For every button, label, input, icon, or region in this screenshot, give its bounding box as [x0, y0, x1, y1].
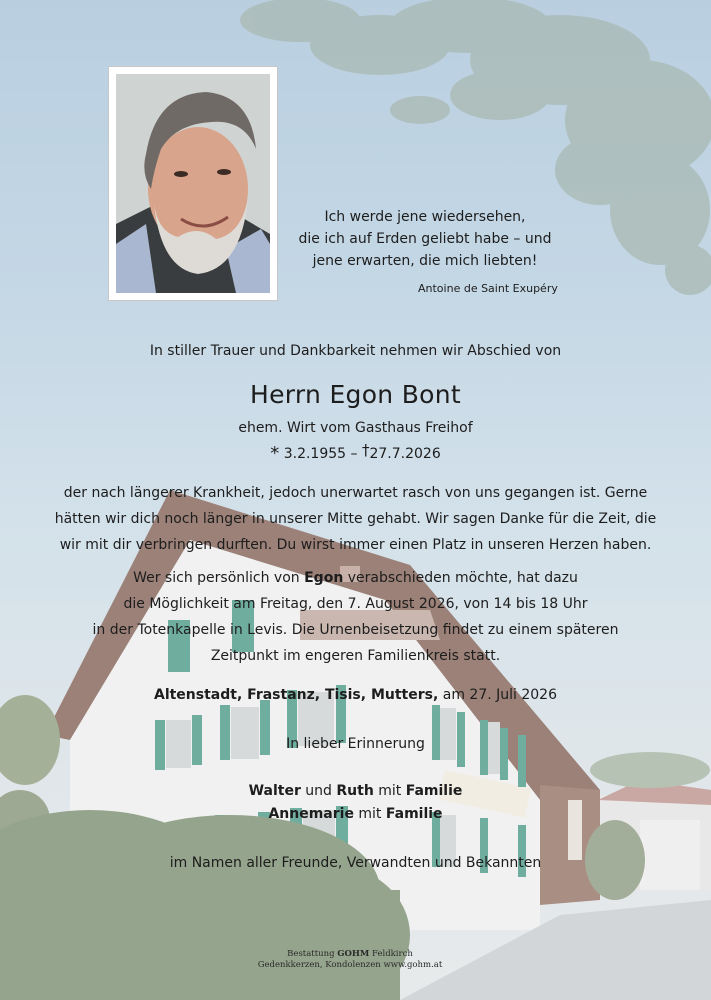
- paragraph-farewell: [0, 565, 711, 669]
- paragraph-line: die Möglichkeit am Freitag, den 7. August 2026, von 14 bis 18 Uhr: [123, 596, 588, 612]
- paragraph-condolence: [0, 480, 711, 558]
- paragraph-line: wir mit dir verbringen durften. Du wirst immer einen Platz in unseren Herzen haben.: [59, 537, 652, 553]
- family-word: Familie: [405, 783, 463, 799]
- text-segment: Feldkirch: [369, 949, 413, 959]
- date: am 27. Juli 2026: [438, 687, 557, 703]
- paragraph-line: in der Totenkapelle in Levis. Die Urnenbeisetzung findet zu einem späteren: [92, 622, 619, 638]
- footer-funeral-home: [250, 949, 450, 960]
- name-highlight: Egon: [304, 570, 344, 586]
- quote-line: jene erwarten, die mich liebten!: [312, 253, 538, 269]
- portrait-photo: [116, 74, 270, 293]
- places: Altenstadt, Frastanz, Tisis, Mutters,: [153, 687, 439, 703]
- text-segment: Wer sich persönlich von: [133, 570, 305, 586]
- family-line: [0, 806, 711, 822]
- paragraph-line: Zeitpunkt im engeren Familienkreis statt.: [210, 648, 501, 664]
- family-line: [0, 783, 711, 799]
- family-name: Walter: [248, 783, 301, 799]
- family-name: Annemarie: [268, 806, 354, 822]
- quote-author: Antoine de Saint Exupéry: [418, 282, 558, 295]
- birth-symbol: *: [270, 443, 280, 464]
- paragraph-line: [0, 565, 711, 591]
- text-segment: und: [300, 783, 337, 799]
- text-segment: verabschieden möchte, hat dazu: [343, 570, 578, 586]
- death-date: 27.7.2026: [369, 446, 441, 462]
- text-segment: Bestattung: [287, 949, 338, 959]
- footer-website: Gedenkkerzen, Kondolenzen www.gohm.at: [257, 960, 443, 970]
- friends-line: im Namen aller Freunde, Verwandten und Bekannten: [169, 855, 542, 871]
- death-symbol: †: [361, 441, 370, 459]
- quote-line: Ich werde jene wiedersehen,: [324, 209, 526, 225]
- paragraph-line: hätten wir dich noch länger in unserer Mitte gehabt. Wir sagen Danke für die Zeit, die: [54, 511, 657, 527]
- portrait-frame: [108, 66, 278, 301]
- family-word: Familie: [385, 806, 443, 822]
- deceased-role: ehem. Wirt vom Gasthaus Freihof: [238, 420, 473, 436]
- brand-name: GOHM: [337, 949, 370, 959]
- birth-date: 3.2.1955 –: [283, 446, 358, 462]
- life-dates: [0, 441, 711, 464]
- family-name: Ruth: [336, 783, 374, 799]
- deceased-name: Herrn Egon Bont: [250, 380, 461, 409]
- quote-block: [255, 206, 595, 272]
- paragraph-line: der nach längerer Krankheit, jedoch unerwartet rasch von uns gegangen ist. Gerne: [63, 485, 648, 501]
- intro-text: In stiller Trauer und Dankbarkeit nehmen wir Abschied von: [149, 343, 562, 359]
- text-segment: mit: [353, 806, 386, 822]
- text-segment: mit: [373, 783, 406, 799]
- quote-line: die ich auf Erden geliebt habe – und: [298, 231, 552, 247]
- place-date: [0, 687, 711, 703]
- remembrance: In lieber Erinnerung: [286, 736, 425, 752]
